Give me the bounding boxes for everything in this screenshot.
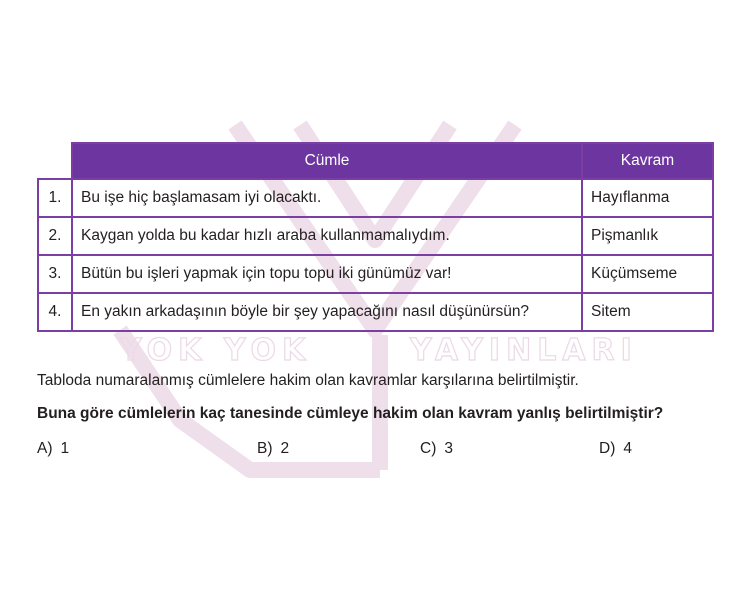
question-intro: Tabloda numaralanmış cümlelere hakim olan kavramlar karşılarına belirtilmiştir. bbox=[37, 372, 579, 389]
option-a[interactable] bbox=[37, 440, 69, 458]
table-header-row bbox=[38, 143, 713, 179]
table-row bbox=[38, 179, 713, 217]
sentence-concept-table bbox=[37, 142, 714, 332]
row-number: 3. bbox=[38, 255, 72, 293]
header-sentence: Cümle bbox=[72, 143, 582, 179]
row-concept: Hayıflanma bbox=[582, 179, 713, 217]
table-row bbox=[38, 293, 713, 331]
row-number: 2. bbox=[38, 217, 72, 255]
row-concept: Pişmanlık bbox=[582, 217, 713, 255]
table-row bbox=[38, 217, 713, 255]
row-sentence: Bu işe hiç başlamasam iyi olacaktı. bbox=[72, 179, 582, 217]
question-prompt: Buna göre cümlelerin kaç tanesinde cümleye hakim olan kavram yanlış belirtilmiştir? bbox=[37, 405, 664, 422]
option-c[interactable] bbox=[420, 440, 453, 458]
option-value: 2 bbox=[280, 440, 290, 457]
header-concept: Kavram bbox=[582, 143, 713, 179]
option-letter: D) bbox=[599, 440, 616, 457]
watermark-text-left: YOK YOK bbox=[120, 333, 312, 368]
row-concept: Küçümseme bbox=[582, 255, 713, 293]
row-number: 4. bbox=[38, 293, 72, 331]
option-value: 4 bbox=[623, 440, 632, 457]
table-corner-cell bbox=[38, 143, 72, 179]
table-row bbox=[38, 255, 713, 293]
row-concept: Sitem bbox=[582, 293, 713, 331]
row-sentence: Bütün bu işleri yapmak için topu topu iki günümüz var! bbox=[72, 255, 582, 293]
option-b[interactable] bbox=[257, 440, 289, 458]
option-letter: B) bbox=[257, 440, 273, 457]
row-sentence: Kaygan yolda bu kadar hızlı araba kullanmamalıydım. bbox=[72, 217, 582, 255]
option-letter: C) bbox=[420, 440, 437, 457]
option-value: 3 bbox=[444, 440, 453, 457]
row-number: 1. bbox=[38, 179, 72, 217]
row-sentence: En yakın arkadaşının böyle bir şey yapacağını nasıl düşünürsün? bbox=[72, 293, 582, 331]
watermark-text-right: YAYINLARI bbox=[410, 333, 638, 368]
option-value: 1 bbox=[60, 440, 70, 457]
option-letter: A) bbox=[37, 440, 53, 457]
option-d[interactable] bbox=[599, 440, 632, 458]
